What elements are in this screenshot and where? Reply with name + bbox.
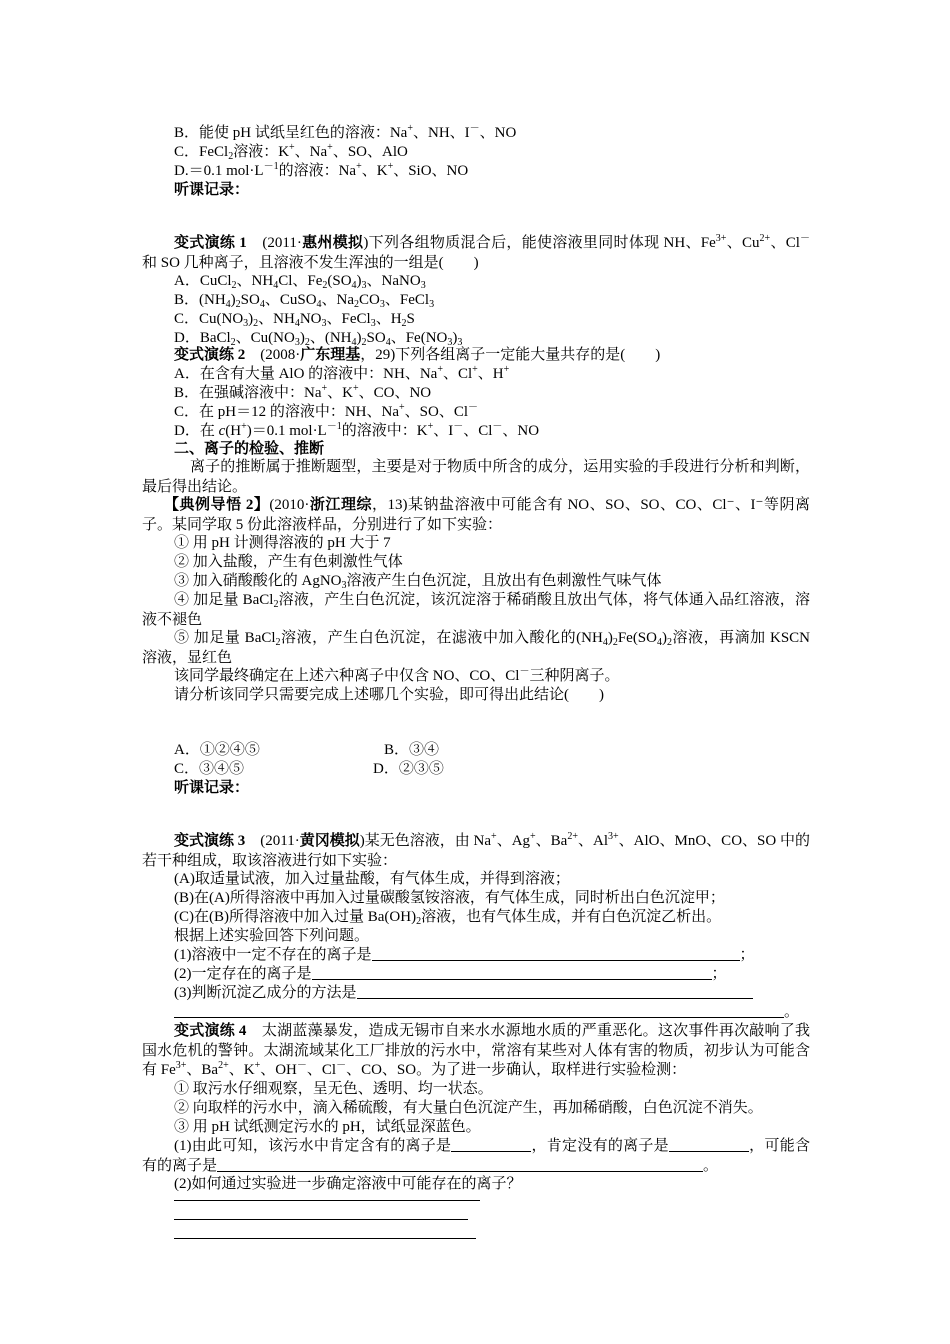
section-2-title: 二、离子的检验、推断: [174, 441, 325, 457]
example-option-b: B．③④: [384, 742, 440, 758]
variant-1-stem: 变式演练 1 (2011·惠州模拟)下列各组物质混合后，能使溶液里同时体现 NH、$Fe^{3+}$、$Cu^{2+}$、Cl－和 SO 几种离子，且溶液不发生浑浊的一组是( ): [142, 233, 810, 271]
answer-line[interactable]: [174, 1219, 468, 1220]
variant-2-stem: 变式演练 2 (2008·广东理基，29)下列各组离子一定能大量共存的是( ): [174, 347, 661, 363]
example-step-5: ⑤ 加足量 BaCl$_2$溶液，产生白色沉淀，在滤液中加入酸化的$(NH_4)_2Fe(SO_4)_2$溶液，再滴加 KSCN 溶液，显红色: [142, 630, 810, 666]
variant-3-q3-cont: 。: [174, 1003, 799, 1023]
answer-blank[interactable]: [372, 946, 740, 961]
variant-2-option-c: C．在 pH＝12 的溶液中：NH、Na+、SO、Cl－: [174, 402, 478, 420]
example-option-c: C．③④⑤: [174, 761, 245, 777]
answer-blank[interactable]: [217, 1157, 703, 1172]
example-conclusion: 该同学最终确定在上述六种离子中仅含 NO、CO、Cl－三种阴离子。: [174, 666, 620, 684]
example-step-3: ③ 加入硝酸酸化的 AgNO$_3$溶液产生白色沉淀，且放出有色刺激性气味气体: [174, 573, 662, 591]
variant-3-step-b: (B)在(A)所得溶液中再加入过量碳酸氢铵溶液，有气体生成，同时析出白色沉淀甲；: [174, 890, 725, 906]
example-2-stem: 【典例导悟 2】(2010·浙江理综，13)某钠盐溶液中可能含有 NO、SO、SO、CO、Cl⁻、I⁻等阴离子。某同学取 5 份此溶液样品，分别进行了如下实验：: [142, 497, 810, 533]
variant-1-option-a: A．CuCl$_2$、$NH_4Cl$、$Fe_2(SO_4)_3$、NaNO$_3$: [174, 273, 426, 291]
variant-4-q2: (2)如何通过实验进一步确定溶液中可能存在的离子？: [174, 1176, 522, 1192]
answer-line[interactable]: [174, 1200, 480, 1201]
example-option-a: A．①②④⑤: [174, 742, 260, 758]
answer-blank[interactable]: [357, 984, 753, 999]
variant-2-option-a: A．在含有大量 AlO 的溶液中：NH、Na+、Cl+、H+: [174, 364, 510, 382]
answer-blank[interactable]: [174, 1003, 784, 1018]
variant-3-q2: (2)一定存在的离子是 ；: [174, 966, 727, 982]
variant-3-q1: (1)溶液中一定不存在的离子是 ；: [174, 947, 755, 963]
variant-1-option-d: D．BaCl$_2$、$Cu(NO_3)_2$、$(NH_4)_2SO_4$、$Fe(NO_3)_3$: [174, 330, 463, 348]
variant-4-step-2: ② 向取样的污水中，滴入稀硫酸，有大量白色沉淀产生，再加稀硝酸，白色沉淀不消失。: [174, 1100, 763, 1116]
variant-2-option-b: B．在强碱溶液中：Na+、K+、CO、NO: [174, 383, 432, 401]
answer-blank[interactable]: [669, 1137, 749, 1152]
listening-record-label: 听课记录：: [174, 182, 250, 198]
variant-4-q1: (1)由此可知，该污水中肯定含有的离子是 ，肯定没有的离子是 ，可能含有的离子是 。: [142, 1138, 810, 1174]
variant-1-option-b: B．$(NH_4)_2SO_4$、CuSO$_4$、$Na_2CO_3$、FeCl$_3$: [174, 292, 435, 310]
variant-4-stem: 变式演练 4 太湖蓝藻暴发，造成无锡市自来水水源地水质的严重恶化。这次事件再次敲响了我国水危机的警钟。太湖流域某化工厂排放的污水中，常溶有某些对人体有害的物质，初步认为可能含有 $Fe^{3+}$、$Ba^{2+}$、K+、OH－、Cl－、CO、SO。为了进一步确认，取样进行实验检测：: [142, 1023, 810, 1078]
top-option-b: B．能使 pH 试纸呈红色的溶液：Na+、NH、I－、NO: [174, 123, 517, 141]
variant-3-step-a: (A)取适量试液，加入过量盐酸，有气体生成，并得到溶液；: [174, 871, 570, 887]
variant-1-option-c: C．$Cu(NO_3)_2$、$NH_4NO_3$、FeCl$_3$、$H_2S$: [174, 311, 415, 329]
example-step-4: ④ 加足量 BaCl$_2$溶液，产生白色沉淀，该沉淀溶于稀硝酸且放出气体，将气体通入品红溶液，溶液不褪色: [142, 592, 810, 628]
answer-blank[interactable]: [312, 965, 712, 980]
section-2-intro: 离子的推断属于推断题型，主要是对于物质中所含的成分，运用实验的手段进行分析和判断，最后得出结论。: [142, 459, 810, 495]
top-option-d: D.＝0.1 $mol\cdot L^{-1}$的溶液：Na+、K+、SiO、NO: [174, 161, 469, 179]
variant-3-step-c: (C)在(B)所得溶液中加入过量 $Ba(OH)_2$溶液，也有气体生成，并有白色沉淀乙析出。: [174, 909, 722, 927]
answer-line[interactable]: [174, 1238, 476, 1239]
example-step-1: ① 用 pH 计测得溶液的 pH 大于 7: [174, 535, 391, 551]
variant-3-stem: 变式演练 3 (2011·黄冈模拟)某无色溶液，由 Na+、Ag+、$Ba^{2+}$、$Al^{3+}$、AlO、MnO、CO、SO 中的若干种组成，取该溶液进行如下实验：: [142, 831, 810, 869]
variant-3-lead: 根据上述实验回答下列问题。: [174, 928, 370, 944]
example-step-2: ② 加入盐酸，产生有色刺激性气体: [174, 554, 403, 570]
top-option-c: C．FeCl$_2$溶液：K+、Na+、SO、AlO: [174, 142, 408, 162]
variant-4-step-3: ③ 用 pH 试纸测定污水的 pH，试纸显深蓝色。: [174, 1119, 481, 1135]
variant-2-option-d: D．在 c(H+)＝0.1 $mol\cdot L^{-1}$的溶液中：K+、I－、Cl－、NO: [174, 421, 540, 439]
variant-3-q3: (3)判断沉淀乙成分的方法是: [174, 984, 753, 1004]
example-question: 请分析该同学只需要完成上述哪几个实验，即可得出此结论( ): [174, 687, 604, 703]
answer-blank[interactable]: [451, 1137, 531, 1152]
example-option-d: D．②③⑤: [373, 761, 444, 777]
example-record-label: 听课记录：: [174, 780, 250, 796]
variant-4-step-1: ① 取污水仔细观察，呈无色、透明、均一状态。: [174, 1081, 493, 1097]
